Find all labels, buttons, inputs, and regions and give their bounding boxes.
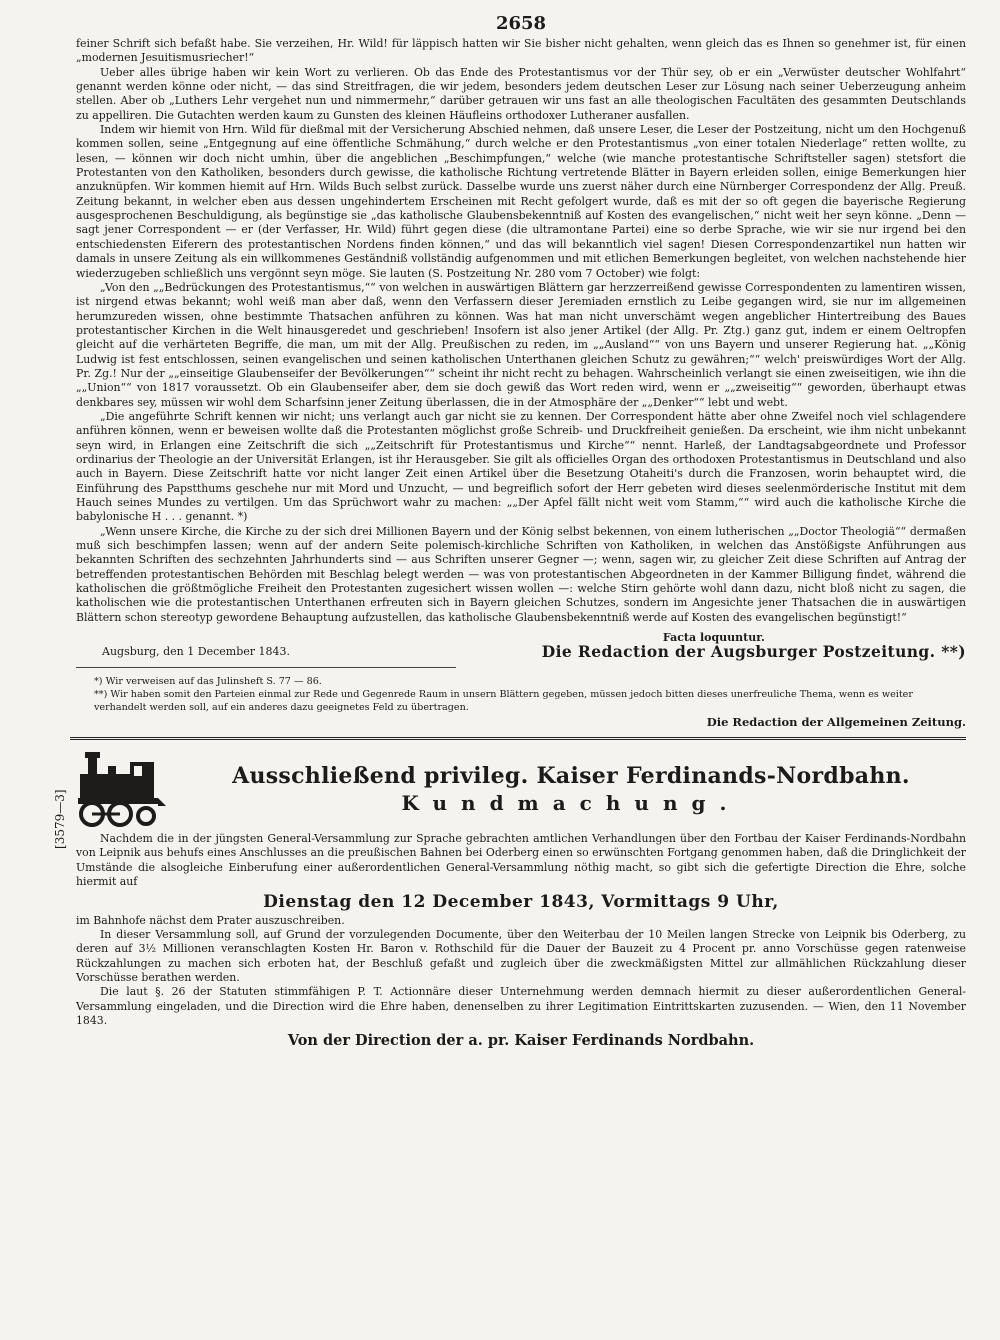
paragraph-6: „Wenn unsere Kirche, die Kirche zu der sich drei Millionen Bayern und der König selbst bekennen, von einem lutherischen „„Doctor Theologiä““ dermaßen muß sich beschimpfen lassen; wenn auf der andern Seite polemisch-kirchliche Schriften von Katholiken, in welchen das Anstößigste Anführungen aus bekannten Schriften des sechzehnten Jahrhunderts sind — aus Schriften unserer Gegner —; wenn, sagen wir, zu gleicher Zeit diese Schriften auf Antrag der betreffenden protestantischen Behörden mit Beschlag belegt werden — was von protestantischen Abgeordneten in der Kammer Billigung findet, während die katholischen die größtmögliche Freiheit den Protestanten zugesichert wissen wollen —: welche Stirn gehörte wohl dann dazu, nicht bloß nicht zu sagen, die katholischen wie die protestantischen Unterthanen erfreuten sich in Bayern gleichen Schutzes, sondern im Angesichte jener Thatsachen die in auswärtigen Blättern schon stereotyp gewordene Behauptung aufzustellen, das katholische Glaubensbekenntniß werde auf Kosten des evangelischen begünstigt!“ <box>76 524 966 624</box>
redaction-signature: Die Redaction der Augsburger Postzeitung. **) <box>541 642 966 662</box>
ad-header <box>76 746 966 832</box>
ad-signature: Von der Direction der a. pr. Kaiser Ferdinands Nordbahn. <box>287 1032 755 1050</box>
signature-block <box>76 631 966 660</box>
paragraph-1: feiner Schrift sich befaßt habe. Sie verzeihen, Hr. Wild! für läppisch hatten wir Sie bisher nicht gehalten, wenn gleich das es Ihnen so genehmer ist, für einen „modernen Jesuitismusriecher!“ <box>76 37 966 65</box>
ad-title-block <box>176 762 966 816</box>
paragraph-3: Indem wir hiemit von Hrn. Wild für dießmal mit der Versicherung Abschied nehmen, daß unsere Leser, die Leser der Postzeitung, nicht um den Hochgenuß kommen sollen, seine „Entgegnung auf eine öffentliche Schmähung,“ durch welche er den Protestantismus „von einer totalen Niederlage“ retten wollte, zu lesen, — können wir doch nicht umhin, über die angeblichen „Beschimpfungen,“ welche (wie manche protestantische Schriftsteller sagen) stetsfort die Protestanten von den Katholiken, besonders durch gewisse, die katholische Richtung vertretende Blätter in Bayern erleiden sollen, einige Bemerkungen hier anzuknüpfen. Wir kommen hiemit auf Hrn. Wilds Buch selbst zurück. Dasselbe wurde uns zuerst näher durch eine Nürnberger Correspondenz der Allg. Preuß. Zeitung bekannt, in welcher eben aus dessen ungehindertem Erscheinen mit Recht gefolgert wurde, daß es mit der so oft gegen die bayerische Regierung ausgesprochenen Beschuldigung, als begünstige sie „das katholische Glaubensbekenntniß auf Kosten des evangelischen,“ nicht weit her seyn könne. „Denn — sagt jener Correspondent — er (der Verfasser, Hr. Wild) führt gegen diese (die ultramontane Partei) eine so derbe Sprache, wie wir sie nur irgend bei den entschiedensten Eiferern des protestantischen Nordens finden können,“ und das will bekanntlich viel sagen! Diesen Correspondenzartikel nun hatten wir damals in unsere Zeitung als ein willkommenes Geständniß vollständig aufgenommen und mit etlichen Bemerkungen begleitet, von welchen nachstehende hier wiederzugeben schließlich uns vergönnt seyn möge. Sie lauten (S. Postzeitung Nr. 280 vom 7 October) wie folgt: <box>76 123 966 280</box>
ad-meeting-date: Dienstag den 12 December 1843, Vormittags 9 Uhr, <box>263 891 779 912</box>
footnote-2: **) Wir haben somit den Parteien einmal zur Rede und Gegenrede Raum in unsern Blättern gegeben, müssen jedoch bitten dieses unerfreuliche Thema, wenn es weiter verhandelt werden soll, auf ein anderes dazu geeignetes Feld zu übertragen. <box>94 688 913 713</box>
paragraph-5: „Die angeführte Schrift kennen wir nicht; uns verlangt auch gar nicht sie zu kennen. Der Correspondent hätte aber ohne Zweifel noch viel schlagendere anführen können, wenn er beweisen wollte daß die Protestanten möglichst große Schreib- und Druckfreiheit genießen. Da erscheint, wie ihm nicht unbekannt seyn wird, in Erlangen eine Zeitschrift die sich „„Zeitschrift für Protestantismus und Kirche““ nennt. Harleß, der Landtagsabgeordnete und Professor ordinarius der Theologie an der Universität Erlangen, ist ihr Herausgeber. Sie gilt als officielles Organ des orthodoxen Protestantismus in Deutschland und also auch in Bayern. Diese Zeitschrift hatte vor nicht langer Zeit einen Artikel über die Besetzung Otaheiti's durch die Franzosen, worin behauptet wird, die Einführung des Papstthums geschehe nur mit Mord und Unzucht, — und begreiflich sofort der Herr gebeten wird dieses seelenmörderische Institut mit dem Hauch seines Mundes zu vertilgen. Um das Sprüchwort wahr zu machen: „„Der Apfel fällt nicht weit vom Stamm,““ wird auch die katholische Kirche die babylonische H . . . genannt. *) <box>76 409 966 524</box>
footnote-1: *) Wir verweisen auf das Julinsheft S. 77 — 86. <box>94 675 322 687</box>
ad-paragraph-3: In dieser Versammlung soll, auf Grund der vorzulegenden Documente, über den Weiterbau der 10 Meilen langen Strecke von Leipnik bis Oderberg, zu deren auf 3½ Millionen veranschlagten Kosten Hr. Baron v. Rothschild für die Dauer der Bauzeit zu 4 Procent pr. anno Vorschüsse gegen ratenweise Rückzahlungen zu machen sich erboten hat, der Beschluß gefaßt und zugleich über die zweckmäßigsten Mittel zur allmählichen Rückzahlung dieser Vorschüsse berathen werden. <box>76 927 966 984</box>
facta-loquuntur: Facta loquuntur. <box>662 631 765 645</box>
footnote-divider <box>76 667 456 668</box>
dateline: Augsburg, den 1 December 1843. <box>102 645 290 659</box>
ad-paragraph-2: im Bahnhofe nächst dem Prater auszuschreiben. <box>76 913 345 927</box>
paragraph-2: Ueber alles übrige haben wir kein Wort zu verlieren. Ob das Ende des Protestantismus vor der Thür sey, ob er ein „Verwüster deutscher Wohlfahrt“ genannt werden könne oder nicht, — das sind Streitfragen, die wir jedem, besonders jedem deutschen Leser zur Lösung nach seiner Ueberzeugung anheim stellen. Aber ob „Luthers Lehr vergehet nun und nimmermehr,“ darüber getrauen wir uns fast an alle theologischen Facultäten des gesammten Deutschlands zu appelliren. Die Gutachten werden kaum zu Gunsten des kleinen Häufleins orthodoxer Lutheraner ausfallen. <box>76 65 966 122</box>
ad-paragraph-1: Nachdem die in der jüngsten General-Versammlung zur Sprache gebrachten amtlichen Verhandlungen über den Fortbau der Kaiser Ferdinands-Nordbahn von Leipnik aus behufs eines Anschlusses an die preußischen Bahnen bei Oderberg einen so erwünschten Fortgang genommen haben, daß die Dringlichkeit der Umstände die alsogleiche Einberufung einer außerordentlichen General-Versammlung nöthig macht, so gibt sich die gefertigte Direction die Ehre, solche hiermit auf <box>76 832 966 889</box>
ad-side-code: [3579—3] <box>52 789 67 850</box>
paragraph-4: „Von den „„Bedrückungen des Protestantismus,““ von welchen in auswärtigen Blättern gar herzzerreißend gewisse Correspondenten zu lamentiren wissen, ist nirgend etwas bekannt; wohl weiß man aber daß, wenn den Verfassern dieser Jeremiaden ernstlich zu Leibe gegangen wird, sie nur im allgemeinen herumzureden wissen, ohne bestimmte Thatsachen anführen zu können. Was hat man nicht unverschämt wegen angeblicher Hintertreibung des Baues protestantischer Kirchen in die Welt hinausgeredet und geschrieben! Insofern ist also jener Artikel (der Allg. Pr. Ztg.) ganz gut, indem er einem Oeltropfen gleicht auf die verhärteten Begriffe, die man, um mit der Allg. Preußischen zu reden, im „„Ausland““ von uns Bayern und unserer Regierung hat. „„König Ludwig ist fest entschlossen, seinen evangelischen und seinen katholischen Unterthanen gleichen Schutz zu gewähren;““ welch' preiswürdiges Wort der Allg. Pr. Zg.! Nur der „„einseitige Glaubenseifer der Bevölkerungen““ scheint ihr nicht recht zu behagen. Wahrscheinlich verlangt sie einen zweiseitigen, wie ihn die „„Union““ von 1817 voraussetzt. Ob ein Glaubenseifer aber, dem sie doch gewiß das Wort reden wird, wenn er „„zweiseitig““ geworden, überhaupt etwas denkbares sey, müssen wir wohl dem Scharfsinn jener Zeitung überlassen, die in der Atmosphäre der „„Denker““ lebt und webt. <box>76 280 966 409</box>
ad-paragraph-4: Die laut §. 26 der Statuten stimmfähigen P. T. Actionnäre dieser Unternehmung werden demnach hiermit zu dieser außerordentlichen General-Versammlung eingeladen, und die Direction wird die Ehre haben, denenselben zu ihrer Legitimation Eintrittskarten zuzusenden. — Wien, den 11 November 1843. <box>76 985 966 1027</box>
railway-advertisement <box>52 746 966 1050</box>
page-number: 2658 <box>495 13 547 34</box>
ad-subtitle: Kundmachung. <box>401 791 741 816</box>
ad-title: Ausschließend privileg. Kaiser Ferdinands-Nordbahn. <box>232 763 910 790</box>
section-divider <box>70 737 966 740</box>
footnote-signature: Die Redaction der Allgemeinen Zeitung. <box>706 714 966 729</box>
signature-box <box>542 631 966 660</box>
locomotive-icon <box>76 746 168 832</box>
